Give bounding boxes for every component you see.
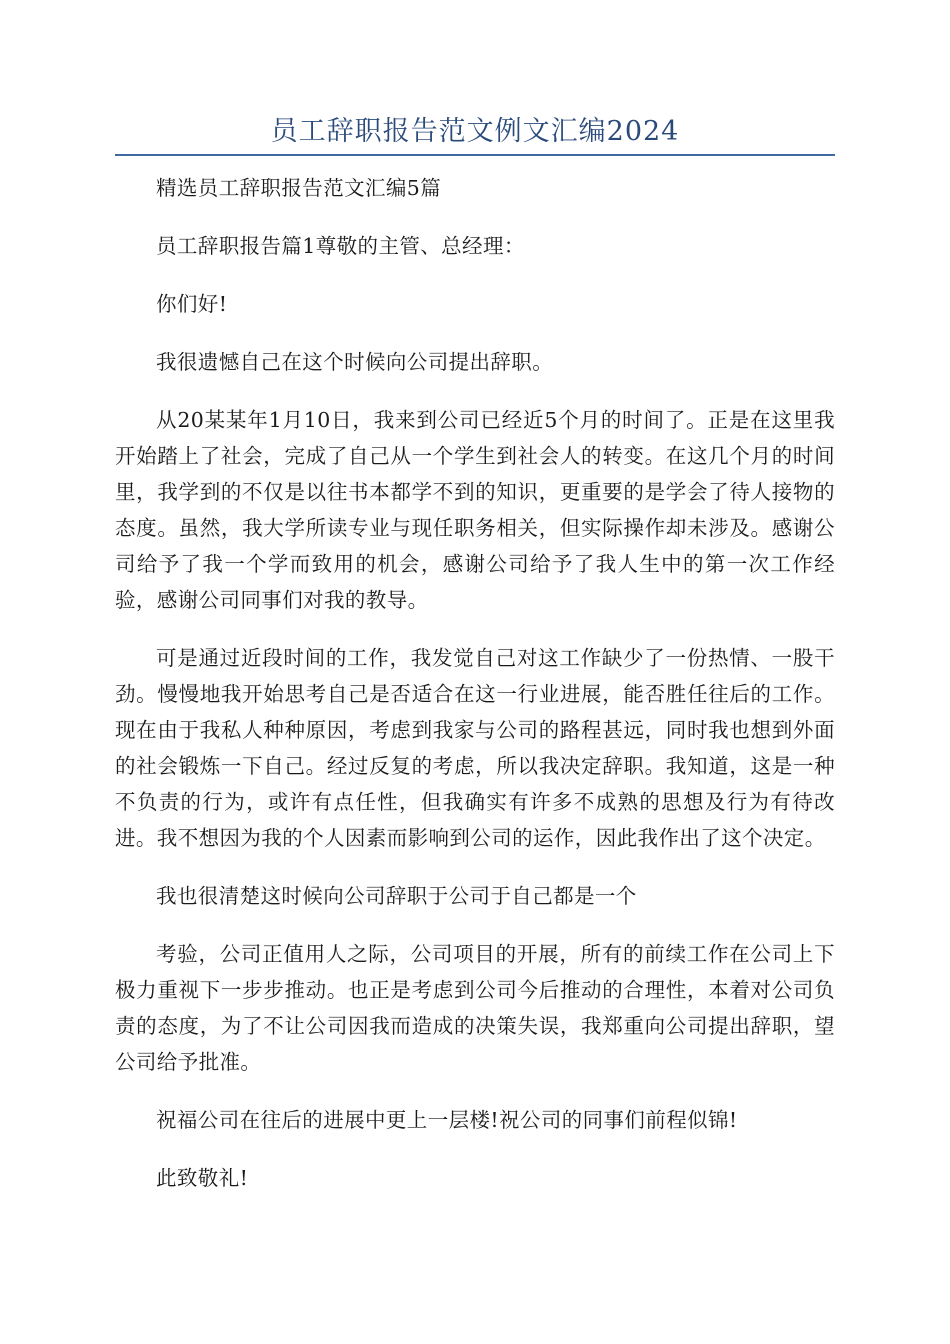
paragraph-wishes: 祝福公司在往后的进展中更上一层楼!祝公司的同事们前程似锦! <box>156 1108 738 1132</box>
document-body <box>115 170 835 1196</box>
paragraph-salutation: 员工辞职报告篇1尊敬的主管、总经理： <box>156 234 525 258</box>
paragraph-statement: 我很遗憾自己在这个时候向公司提出辞职。 <box>156 350 554 374</box>
paragraph-body: 可是通过近段时间的工作，我发觉自己对这工作缺少了一份热情、一股干劲。慢慢地我开始思考自己是否适合在这一行业进展，能否胜任往后的工作。现在由于我私人种种原因，考虑到我家与公司的路程甚远，同时我也想到外面的社会锻炼一下自己。经过反复的考虑，所以我决定辞职。我知道，这是一种不负责的行为，或许有点任性，但我确实有许多不成熟的思想及行为有待改进。我不想因为我的个人因素而影响到公司的运作，因此我作出了这个决定。 <box>115 646 835 850</box>
paragraph-greeting: 你们好! <box>156 292 228 316</box>
paragraph-body: 考验，公司正值用人之际，公司项目的开展，所有的前续工作在公司上下极力重视下一步步推动。也正是考虑到公司今后推动的合理性，本着对公司负责的态度，为了不让公司因我而造成的决策失误，我郑重向公司提出辞职，望公司给予批准。 <box>115 942 835 1074</box>
paragraph-intro: 精选员工辞职报告范文汇编5篇 <box>156 176 442 200</box>
paragraph-closing: 此致敬礼! <box>156 1166 249 1190</box>
paragraph-body: 从20某某年1月10日，我来到公司已经近5个月的时间了。正是在这里我开始踏上了社会，完成了自己从一个学生到社会人的转变。在这几个月的时间里，我学到的不仅是以往书本都学不到的知识，更重要的是学会了待人接物的态度。虽然，我大学所读专业与现任职务相关，但实际操作却未涉及。感谢公司给予了我一个学而致用的机会，感谢公司给予了我人生中的第一次工作经验，感谢公司同事们对我的教导。 <box>115 408 835 612</box>
document-title: 员工辞职报告范文例文汇编2024 <box>270 116 680 147</box>
title-underline <box>115 154 835 156</box>
paragraph-body: 我也很清楚这时候向公司辞职于公司于自己都是一个 <box>156 884 637 908</box>
